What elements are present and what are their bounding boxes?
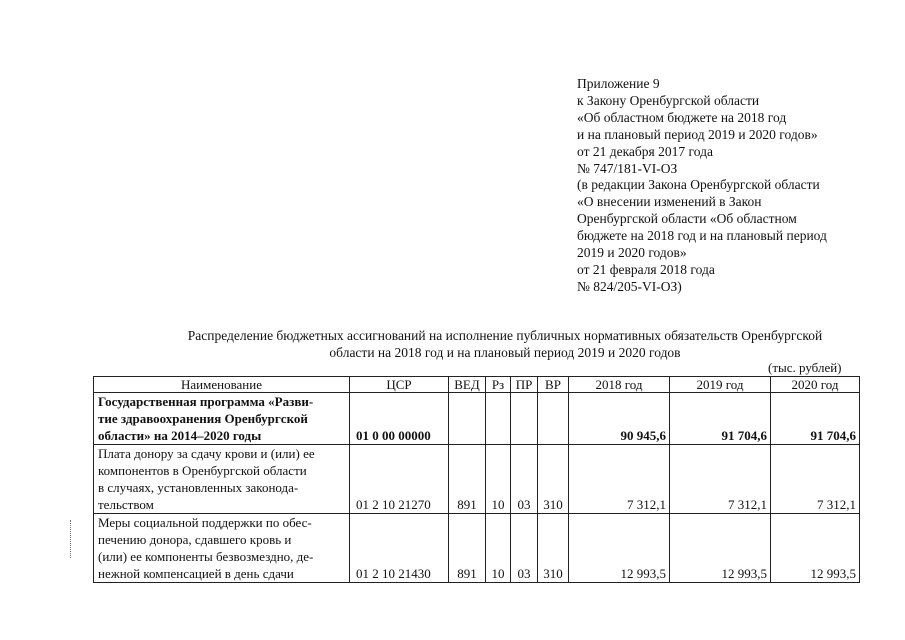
- appendix-block: [577, 76, 827, 296]
- header-csr: ЦСР: [350, 377, 449, 393]
- row-name-line: печению донора, сдавшего кровь и: [98, 532, 292, 547]
- table-row: [94, 514, 860, 583]
- row-rz: 10: [486, 514, 511, 583]
- row-name-line: тельством: [98, 497, 154, 512]
- row-2019: 7 312,1: [670, 445, 771, 514]
- row-vr: 310: [538, 445, 569, 514]
- appendix-line: к Закону Оренбургской области: [577, 92, 760, 108]
- row-2018: 12 993,5: [569, 514, 670, 583]
- row-2018: 90 945,6: [569, 393, 670, 445]
- header-pr: ПР: [511, 377, 538, 393]
- row-name-line: компонентов в Оренбургской области: [98, 463, 307, 478]
- row-name: [94, 514, 350, 583]
- title-line-1: Распределение бюджетных ассигнований на исполнение публичных нормативных обязательств Оренбургской: [187, 328, 823, 343]
- table-row: [94, 445, 860, 514]
- appendix-line: «Об областном бюджете на 2018 год: [577, 109, 787, 125]
- row-2018: 7 312,1: [569, 445, 670, 514]
- row-pr: 03: [511, 514, 538, 583]
- table-header-row: [94, 377, 860, 393]
- row-2020: 7 312,1: [771, 445, 860, 514]
- margin-mark: [70, 520, 73, 558]
- row-name: [94, 393, 350, 445]
- document-title: [110, 327, 900, 361]
- row-name-line: Меры социальной поддержки по обес-: [98, 515, 312, 530]
- row-vr: [538, 393, 569, 445]
- row-name-line: в случаях, установленных законода-: [98, 480, 299, 495]
- row-2020: 12 993,5: [771, 514, 860, 583]
- row-name-line: (или) ее компоненты безвозмездно, де-: [98, 549, 314, 564]
- appendix-line: 2019 и 2020 годов»: [577, 245, 687, 261]
- appendix-line: от 21 февраля 2018 года: [577, 261, 715, 277]
- row-ved: [449, 393, 486, 445]
- row-csr: 01 2 10 21270: [350, 445, 449, 514]
- units-label: (тыс. рублей): [768, 360, 842, 375]
- row-csr: 01 2 10 21430: [350, 514, 449, 583]
- row-vr: 310: [538, 514, 569, 583]
- appendix-line: № 747/181-VI-ОЗ: [577, 160, 678, 176]
- appendix-line: Оренбургской области «Об областном: [577, 211, 797, 227]
- appendix-line: Приложение 9: [577, 76, 660, 91]
- header-rz: Рз: [486, 377, 511, 393]
- row-2019: 91 704,6: [670, 393, 771, 445]
- row-pr: [511, 393, 538, 445]
- row-ved: 891: [449, 514, 486, 583]
- row-name: [94, 445, 350, 514]
- appendix-line: бюджете на 2018 год и на плановый период: [577, 228, 827, 244]
- row-2019: 12 993,5: [670, 514, 771, 583]
- row-ved: 891: [449, 445, 486, 514]
- header-vr: ВР: [538, 377, 569, 393]
- table-row: [94, 393, 860, 445]
- row-name-line: Плата донору за сдачу крови и (или) ее: [98, 446, 315, 461]
- row-rz: 10: [486, 445, 511, 514]
- appendix-line: от 21 декабря 2017 года: [577, 143, 713, 159]
- row-pr: 03: [511, 445, 538, 514]
- row-name-line: Государственная программа «Разви-: [98, 394, 314, 409]
- row-name-line: нежной компенсацией в день сдачи: [98, 566, 294, 581]
- appendix-line: № 824/205-VI-ОЗ): [577, 278, 682, 294]
- appendix-line: и на плановый период 2019 и 2020 годов»: [577, 126, 818, 142]
- header-name: Наименование: [94, 377, 350, 393]
- budget-table: [93, 376, 860, 583]
- row-name-line: тие здравоохранения Оренбургской: [98, 411, 308, 426]
- appendix-line: «О внесении изменений в Закон: [577, 194, 762, 210]
- appendix-line: (в редакции Закона Оренбургской области: [577, 177, 820, 193]
- header-2020: 2020 год: [771, 377, 860, 393]
- header-2018: 2018 год: [569, 377, 670, 393]
- row-name-line: области» на 2014–2020 годы: [98, 428, 262, 443]
- title-line-2: области на 2018 год и на плановый период 2019 и 2020 годов: [329, 345, 681, 360]
- row-rz: [486, 393, 511, 445]
- row-csr: 01 0 00 00000: [350, 393, 449, 445]
- row-2020: 91 704,6: [771, 393, 860, 445]
- header-2019: 2019 год: [670, 377, 771, 393]
- header-ved: ВЕД: [449, 377, 486, 393]
